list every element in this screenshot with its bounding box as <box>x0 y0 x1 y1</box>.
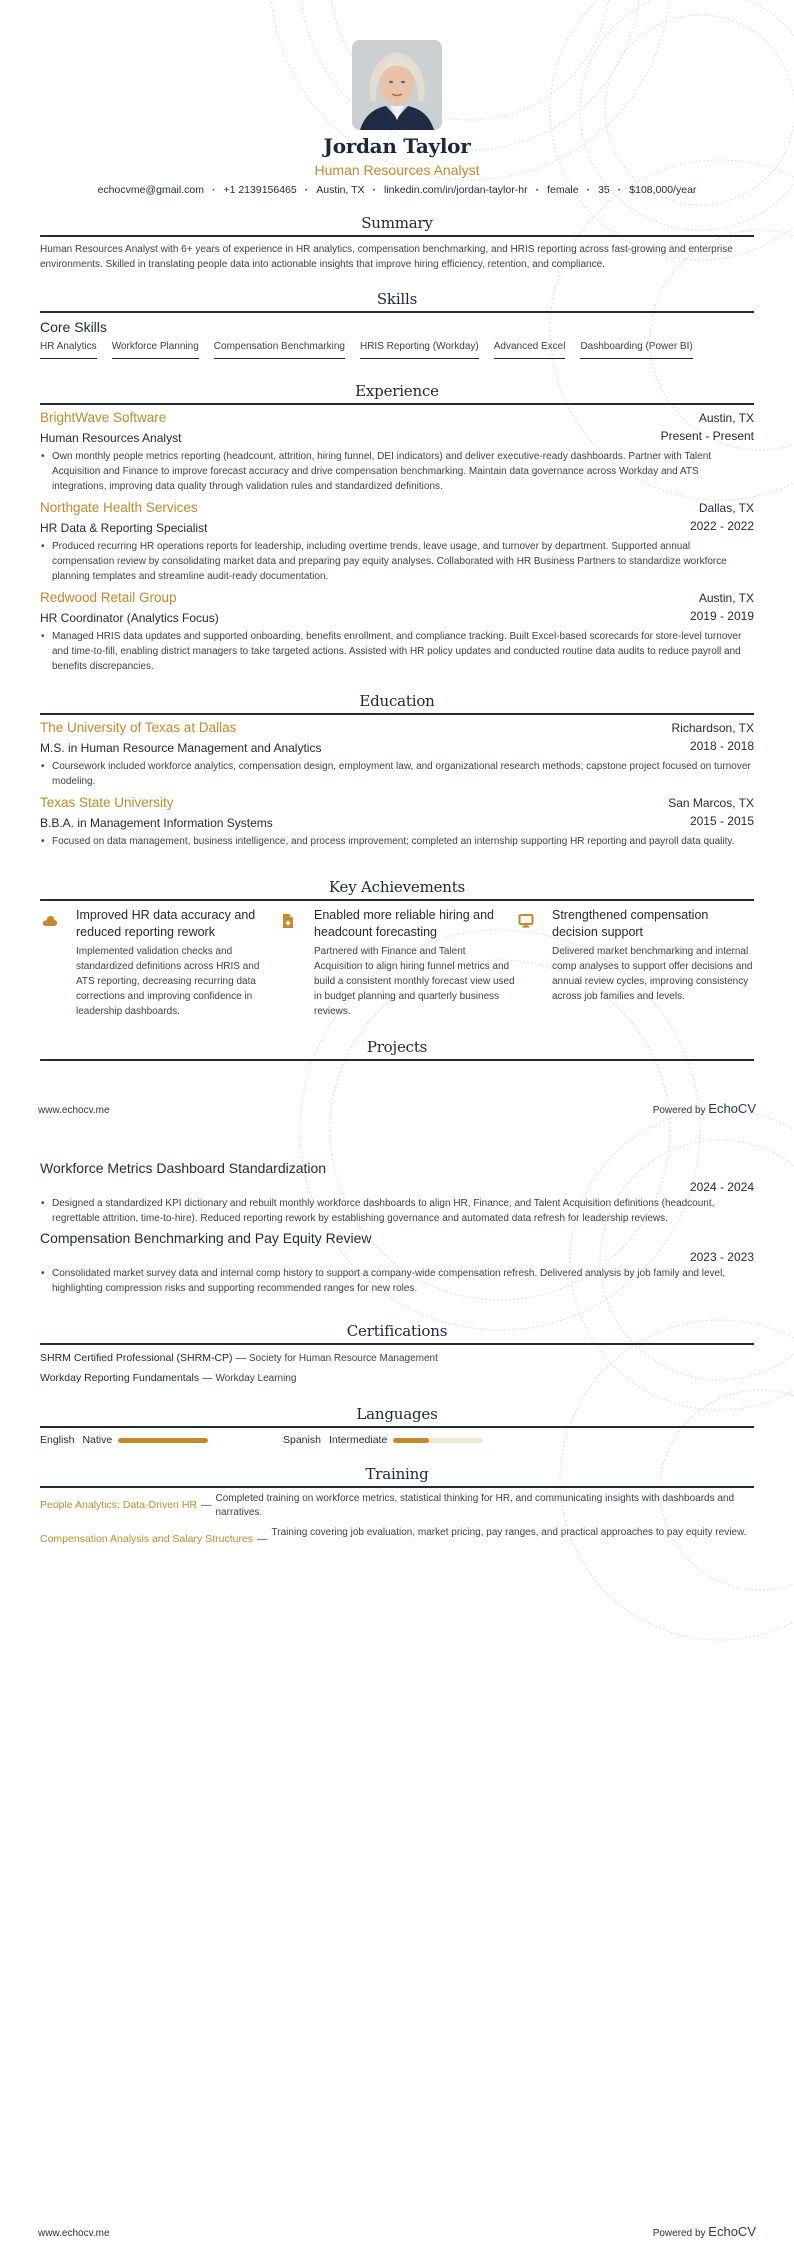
contact-location: Austin, TX <box>316 184 365 196</box>
section-heading-skills: Skills <box>376 290 418 308</box>
training-section <box>40 1465 754 1547</box>
education-dates: 2018 - 2018 <box>689 739 754 753</box>
profile-photo <box>352 40 442 130</box>
section-heading-experience: Experience <box>355 382 439 400</box>
language-level: Native <box>82 1434 113 1446</box>
separator-dot: · <box>617 184 622 196</box>
job-dates: 2019 - 2019 <box>689 609 754 623</box>
skill-tag: Advanced Excel <box>494 341 566 359</box>
company-name: Northgate Health Services <box>40 500 198 515</box>
achievement-body: Partnered with Finance and Talent Acquisition to align hiring funnel metrics and build a consistent monthly forecast view used in budget planning and quarterly business reviews. <box>314 946 515 1017</box>
project-description: • Designed a standardized KPI dictionary and rebuilt monthly workforce dashboards to align HR, Finance, and Talent Acquisition definitions (headcount, regrettable attrition, time-to-hire). Reduced reporting rework by establishing governance and automated data refresh for leadership reviews. <box>40 1196 754 1226</box>
job-description: • Produced recurring HR operations reports for leadership, including overtime trends, leave usage, and turnover by department. Supported annual compensation review by consolidating market data and preparing pay equity analyses. Collaborated with HR Business Partners to standardize workforce planning templates and streamline audit-ready documentation. <box>40 539 754 584</box>
section-divider <box>40 1059 754 1061</box>
school-name: Texas State University <box>40 795 174 810</box>
experience-entry <box>40 499 754 584</box>
training-name: Compensation Analysis and Salary Structures <box>40 1533 254 1545</box>
job-description: • Managed HRIS data updates and supported onboarding, benefits enrollment, and compliance tracking. Built Excel-based scorecards for store-level turnover and time-to-fill, enabling district managers to take targeted actions. Assisted with HR policy updates and conducted routine data audits to reduce payroll and benefits discrepancies. <box>40 629 754 674</box>
education-entry <box>40 794 754 849</box>
achievement-card <box>40 907 278 1019</box>
section-heading-languages: Languages <box>356 1405 438 1423</box>
education-description: • Focused on data management, business intelligence, and process improvement; completed an internship supporting HR reporting and payroll data quality. <box>40 834 754 849</box>
footer-powered-by <box>653 1101 756 1116</box>
separator-dot: · <box>304 184 309 196</box>
degree: M.S. in Human Resource Management and Analytics <box>40 741 322 755</box>
education-dates: 2015 - 2015 <box>689 814 754 828</box>
skill-tag: HRIS Reporting (Workday) <box>360 341 479 359</box>
achievement-body: Delivered market benchmarking and internal comp analyses to support offer decisions and annual review cycles, improving consistency across job families and levels. <box>552 946 753 1002</box>
certification-name: SHRM Certified Professional (SHRM-CP) <box>40 1352 233 1364</box>
skill-tag: Workforce Planning <box>112 341 199 359</box>
contact-salary: $108,000/year <box>629 184 697 196</box>
language-item <box>40 1434 283 1446</box>
training-item <box>40 1526 754 1547</box>
training-description: Training covering job evaluation, market pricing, pay ranges, and practical approaches to pay equity review. <box>271 1527 747 1538</box>
project-entry <box>40 1230 754 1296</box>
achievement-card <box>278 907 516 1019</box>
contact-line <box>0 184 794 196</box>
language-item <box>283 1434 483 1446</box>
skills-group-label: Core Skills <box>40 319 107 335</box>
separator-dot: · <box>211 184 216 196</box>
certification-item <box>40 1372 754 1384</box>
experience-section <box>40 382 754 674</box>
section-heading-projects: Projects <box>366 1038 428 1056</box>
separator-dash: — <box>200 1499 212 1511</box>
skill-tag: Compensation Benchmarking <box>214 341 345 359</box>
certification-issuer: Workday Learning <box>215 1373 297 1384</box>
language-proficiency-bar <box>118 1438 208 1443</box>
summary-text: Human Resources Analyst with 6+ years of experience in HR analytics, compensation benchmarking, and HRIS reporting across fast-growing and enterprise environments. Skilled in translating people data into actionable insights that improve hiring efficiency, retention, and compliance. <box>40 244 733 270</box>
contact-gender: female <box>547 184 579 196</box>
skill-tag: HR Analytics <box>40 341 97 359</box>
achievement-body: Implemented validation checks and standardized definitions across HRIS and ATS reporting, decreasing recurring data corrections and improving confidence in leadership dashboards. <box>76 946 260 1017</box>
languages-section <box>40 1405 754 1446</box>
section-divider <box>40 1486 754 1488</box>
footer-site-link[interactable]: www.echocv.me <box>38 1105 110 1116</box>
school-location: San Marcos, TX <box>668 796 754 810</box>
powered-by-text: Powered by <box>652 1105 706 1116</box>
separator-dot: · <box>535 184 540 196</box>
achievement-card <box>516 907 754 1019</box>
section-divider <box>40 403 754 405</box>
separator-dash: — <box>257 1533 268 1545</box>
separator-dot: · <box>372 184 376 196</box>
job-title: HR Coordinator (Analytics Focus) <box>40 611 219 625</box>
contact-phone[interactable]: +1 2139156465 <box>223 184 297 196</box>
degree: B.B.A. in Management Information Systems <box>40 816 273 830</box>
training-item <box>40 1492 754 1520</box>
experience-entry <box>40 409 754 494</box>
section-divider <box>40 235 754 237</box>
achievement-title: Enabled more reliable hiring and headcount forecasting <box>314 908 494 939</box>
training-name: People Analytics: Data-Driven HR <box>40 1499 197 1511</box>
separator-dot: · <box>586 184 591 196</box>
separator-dash: — <box>235 1352 246 1364</box>
project-dates: 2024 - 2024 <box>689 1180 754 1194</box>
section-heading-training: Training <box>365 1465 429 1483</box>
achievements-section <box>40 878 754 1019</box>
project-description: • Consolidated market survey data and internal comp history to support a company-wide compensation refresh. Delivered analysis by job family and level, highlighting compression risks and supporting recommended ranges for new roles. <box>40 1266 754 1296</box>
job-title: HR Data & Reporting Specialist <box>40 521 208 535</box>
contact-linkedin[interactable]: linkedin.com/in/jordan-taylor-hr <box>384 184 528 196</box>
section-divider <box>40 1426 754 1428</box>
section-divider <box>40 713 754 715</box>
certification-item <box>40 1352 754 1364</box>
company-name: BrightWave Software <box>40 410 167 425</box>
language-name: English <box>40 1434 75 1446</box>
language-proficiency-bar <box>393 1438 483 1443</box>
section-heading-education: Education <box>359 692 435 710</box>
avatar <box>352 40 442 130</box>
school-location: Richardson, TX <box>671 721 754 735</box>
job-description: • Own monthly people metrics reporting (headcount, attrition, hiring funnel, DEI indicators) and deliver executive-ready dashboards. Partner with Talent Acquisition and Finance to improve forecast accuracy and drive compensation benchmarking. Maintain data governance across Workday and ATS integrations, improving data quality through validation rules and standardized definitions. <box>40 449 754 494</box>
projects-section <box>40 1160 754 1296</box>
job-location: Austin, TX <box>698 591 754 605</box>
summary-section <box>40 214 754 272</box>
language-name: Spanish <box>283 1434 321 1446</box>
section-divider <box>40 1343 754 1345</box>
certifications-section <box>40 1322 754 1384</box>
cloud-icon <box>42 913 58 929</box>
language-level: Intermediate <box>328 1434 388 1446</box>
brand-name[interactable]: EchoCV <box>708 2224 756 2239</box>
monitor-icon <box>518 913 534 929</box>
project-name: Workforce Metrics Dashboard Standardization <box>40 1160 327 1176</box>
footer-site-link[interactable]: www.echocv.me <box>38 2228 110 2239</box>
certification-issuer: Society for Human Resource Management <box>248 1353 438 1364</box>
separator-dash: — <box>202 1372 213 1384</box>
training-description: Completed training on workforce metrics, statistical thinking for HR, and communicating insights with dashboards and narratives. <box>215 1493 735 1518</box>
experience-entry <box>40 589 754 674</box>
projects-section-heading <box>40 1038 754 1061</box>
project-entry <box>40 1160 754 1226</box>
brand-name[interactable]: EchoCV <box>708 1101 756 1116</box>
footer-powered-by <box>653 2224 756 2239</box>
contact-age: 35 <box>598 184 610 196</box>
section-divider <box>40 899 754 901</box>
job-dates: 2022 - 2022 <box>689 519 754 533</box>
job-title: Human Resources Analyst <box>40 431 182 445</box>
school-name: The University of Texas at Dallas <box>40 720 237 735</box>
education-section <box>40 692 754 849</box>
section-divider <box>40 311 754 313</box>
achievement-title: Improved HR data accuracy and reduced reporting rework <box>76 908 256 939</box>
language-proficiency-fill <box>393 1438 429 1443</box>
achievements-grid <box>40 907 754 1019</box>
job-location: Austin, TX <box>698 411 754 425</box>
project-dates: 2023 - 2023 <box>689 1250 754 1264</box>
languages-list <box>40 1434 754 1446</box>
project-name: Compensation Benchmarking and Pay Equity Review <box>40 1230 372 1246</box>
section-heading-certifications: Certifications <box>346 1322 448 1340</box>
education-entry <box>40 719 754 789</box>
powered-by-text: Powered by <box>652 2228 706 2239</box>
skill-tag: Dashboarding (Power BI) <box>580 341 692 359</box>
candidate-name: Jordan Taylor <box>323 134 471 158</box>
achievement-title: Strengthened compensation decision support <box>552 908 709 939</box>
certification-name: Workday Reporting Fundamentals <box>40 1372 200 1384</box>
skills-list <box>40 341 754 359</box>
skills-section <box>40 290 754 359</box>
file-plus-icon <box>280 913 296 929</box>
contact-email[interactable]: echocvme@gmail.com <box>97 184 204 196</box>
candidate-title: Human Resources Analyst <box>314 162 480 178</box>
section-heading-achievements: Key Achievements <box>328 878 466 896</box>
company-name: Redwood Retail Group <box>40 590 177 605</box>
section-heading-summary: Summary <box>361 214 433 232</box>
job-dates: Present - Present <box>660 429 754 443</box>
education-description: • Coursework included workforce analytics, compensation design, employment law, and organizational research methods; capstone project focused on turnover modeling. <box>40 759 754 789</box>
language-proficiency-fill <box>118 1438 208 1443</box>
job-location: Dallas, TX <box>698 501 754 515</box>
